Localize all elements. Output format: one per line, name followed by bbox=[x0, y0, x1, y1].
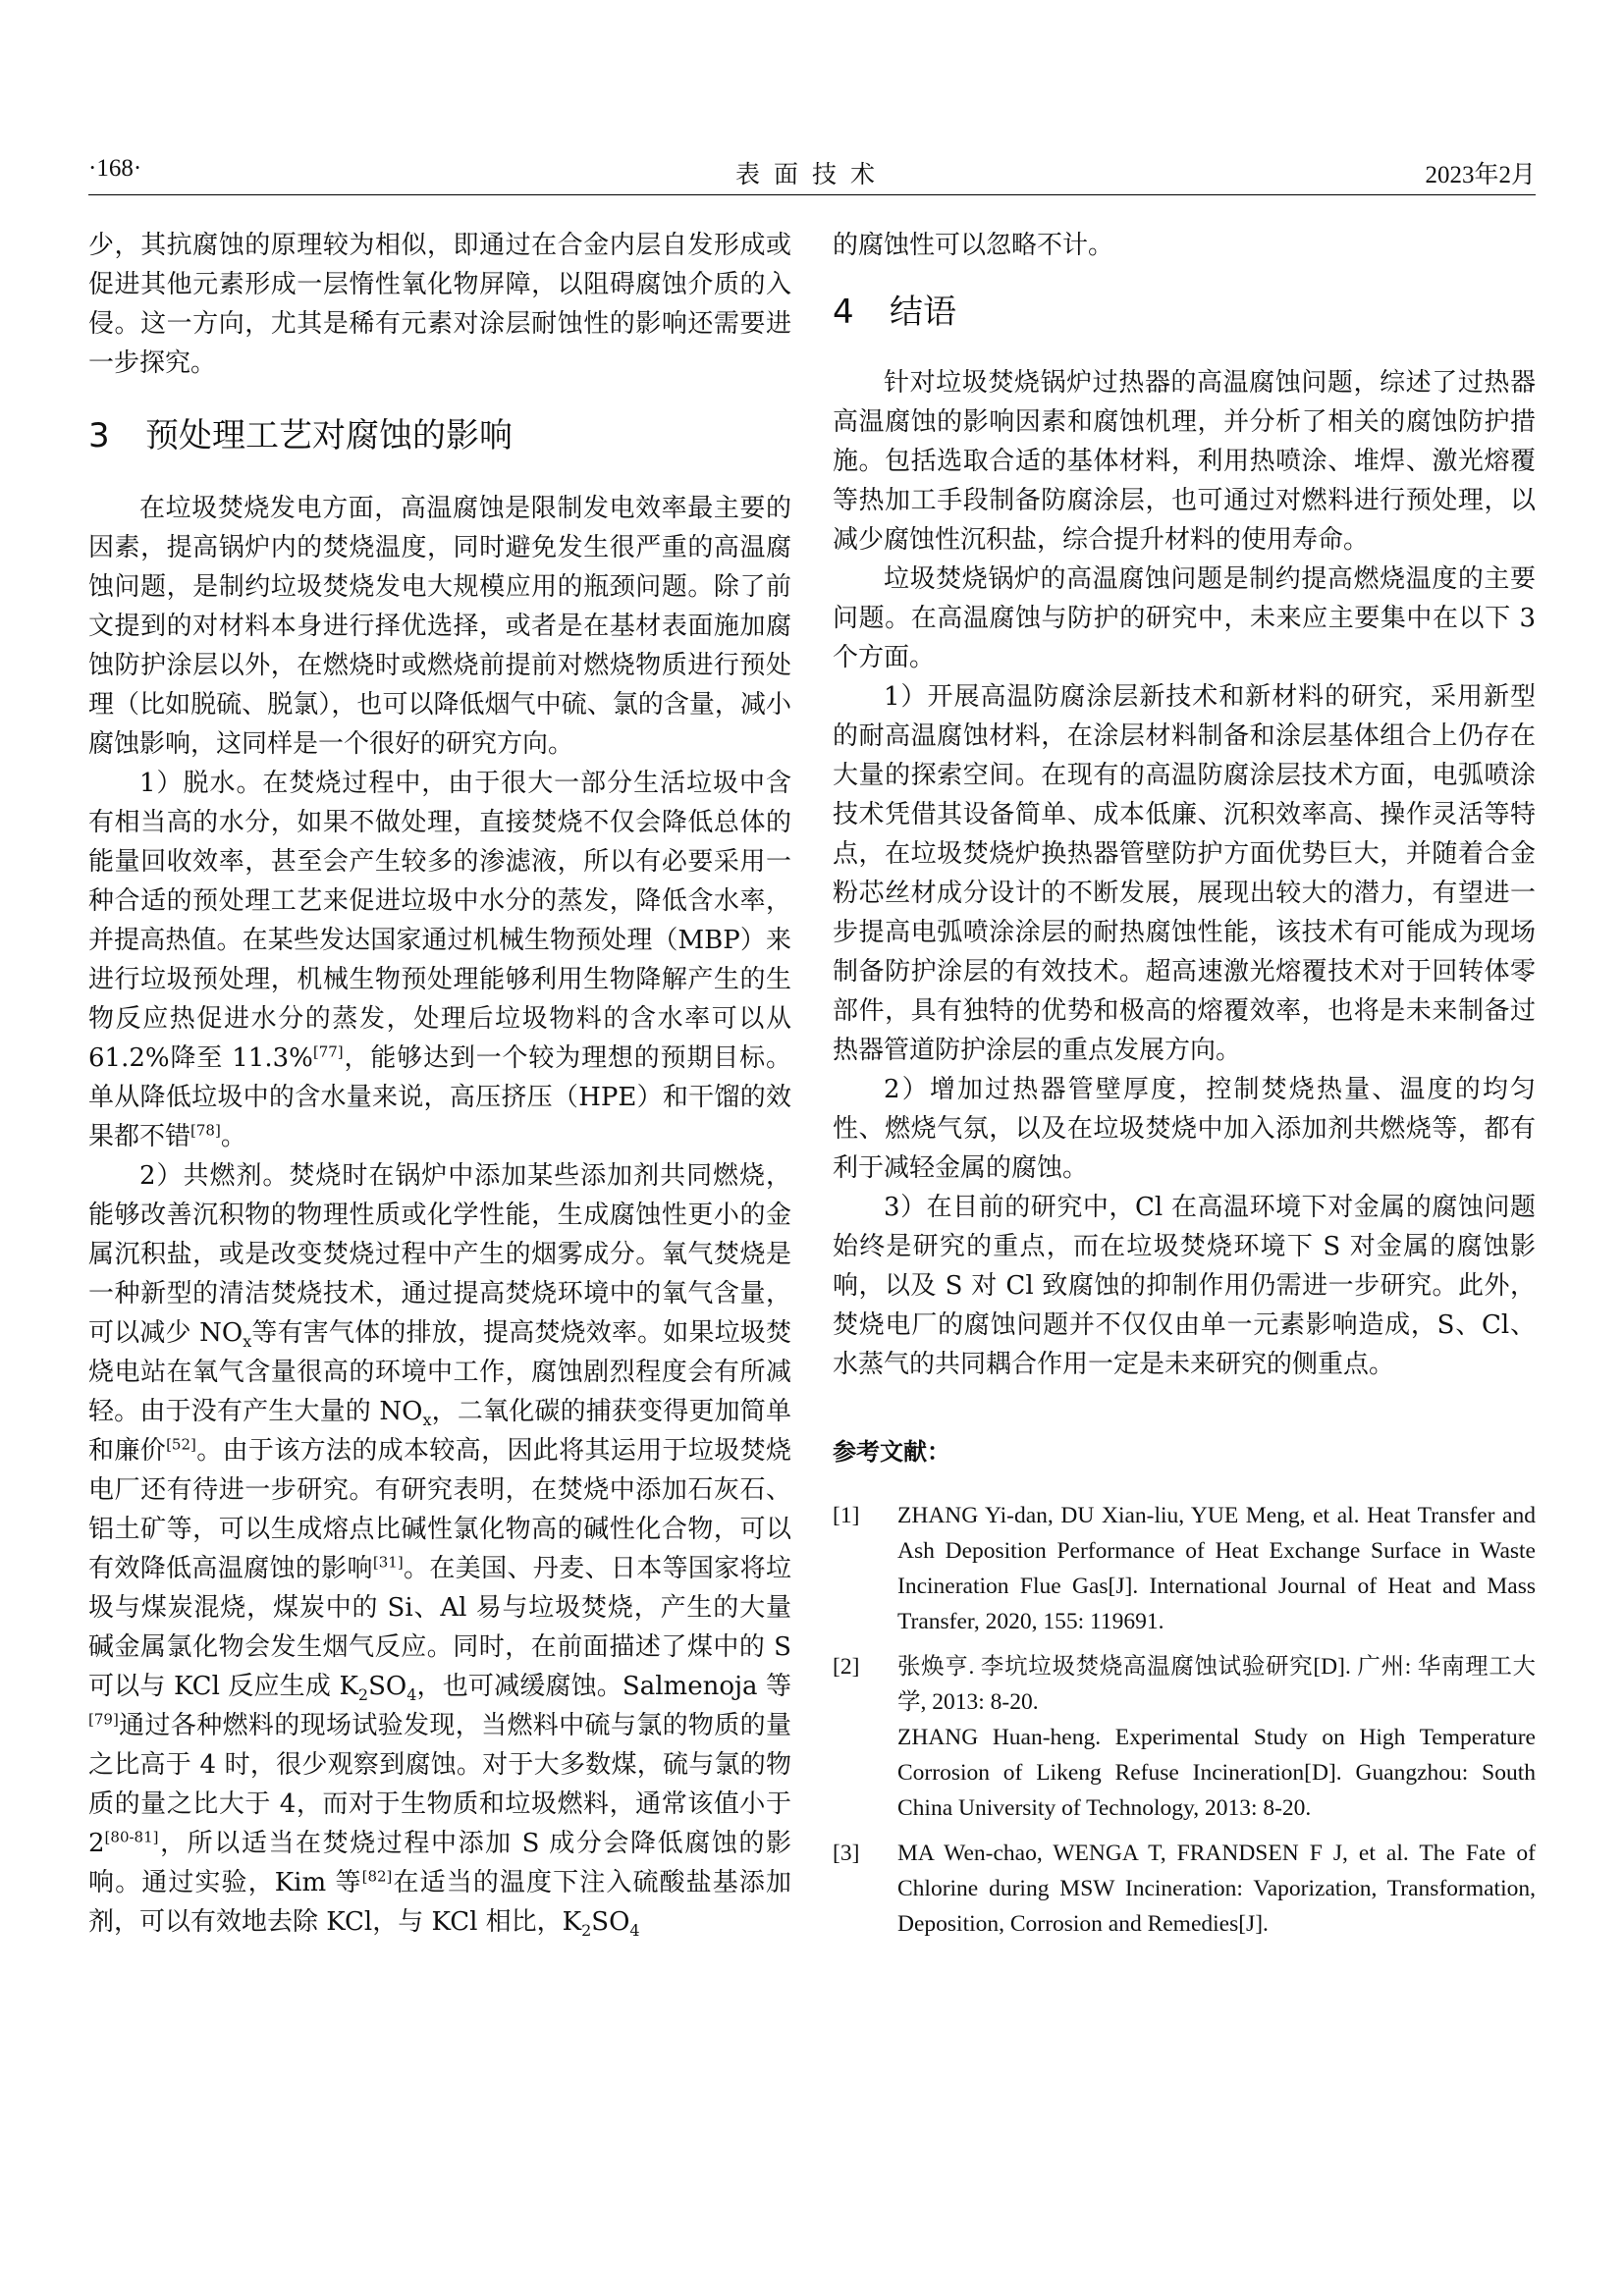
reference-number: [2] bbox=[833, 1654, 860, 1680]
citation: [79] bbox=[88, 1710, 119, 1729]
issue-date: 2023年2月 bbox=[1425, 162, 1536, 188]
citation: [52] bbox=[166, 1435, 196, 1454]
section-4-heading bbox=[833, 291, 1536, 334]
section-number: 4 bbox=[833, 293, 854, 332]
reference-text: MA Wen-chao, WENGA T, FRANDSEN F J, et al. The Fate of Chlorine during MSW Incineration: Vaporization, Transformation, Deposition, Corrosion and Remedies[J]. bbox=[897, 1841, 1536, 1937]
section-number: 3 bbox=[88, 416, 110, 455]
section-title: 结语 bbox=[890, 293, 956, 332]
reference-item bbox=[833, 1836, 1536, 1942]
citation: [80-81] bbox=[104, 1828, 159, 1846]
left-column bbox=[88, 226, 791, 1942]
paragraph-continued: 少，其抗腐蚀的原理较为相似，即通过在合金内层自发形成或促进其他元素形成一层惰性氧化物屏障，以阻碍腐蚀介质的入侵。这一方向，尤其是稀有元素对涂层耐蚀性的影响还需要进一步探究。 bbox=[88, 231, 791, 378]
paragraph-continued: 的腐蚀性可以忽略不计。 bbox=[833, 231, 1114, 260]
header-rule bbox=[88, 194, 1536, 195]
paragraph-co-combustion: 2）共燃剂。焚烧时在锅炉中添加某些添加剂共同燃烧，能够改善沉积物的物理性质或化学性能，生成腐蚀性更小的金属沉积盐，或是改变焚烧过程中产生的烟雾成分。氧气焚烧是一种新型的清洁焚烧技术，通过提高焚烧环境中的氧气含量，可以减少 $NO_x$等有害气体的排放，提高焚烧效率。如果垃圾焚烧电站在氧气含量很高的环境中工作，腐蚀剧烈程度会有所减轻。由于没有产生大量的 $NO_x$，二氧化碳的捕获变得更加简单和廉价[52]。由于该方法的成本较高，因此将其运用于垃圾焚烧电厂还有待进一步研究。有研究表明，在焚烧中添加石灰石、铝土矿等，可以生成熔点比碱性氯化物高的碱性化合物，可以有效降低高温腐蚀的影响[31]。在美国、丹麦、日本等国家将垃圾与煤炭混烧，煤炭中的 Si、Al 易与垃圾焚烧，产生的大量碱金属氯化物会发生烟气反应。同时，在前面描述了煤中的 S 可以与 KCl 反应生成 $K_2SO_4$，也可减缓腐蚀。Salmenoja 等[79]通过各种燃料的现场试验发现，当燃料中硫与氯的物质的量之比高于 4 时，很少观察到腐蚀。对于大多数煤，硫与氯的物质的量之比大于 4，而对于生物质和垃圾燃料，通常该值小于 2[80-81]，所以适当在焚烧过程中添加 S 成分会降低腐蚀的影响。通过实验，Kim 等[82]在适当的温度下注入硫酸盐基添加剂，可以有效地去除 KCl，与 KCl 相比，$K_2SO_4$ bbox=[88, 1161, 791, 1941]
paragraph-dehydration: 1）脱水。在焚烧过程中，由于很大一部分生活垃圾中含有相当高的水分，如果不做处理，直接焚烧不仅会降低总体的能量回收效率，甚至会产生较多的渗滤液，所以有必要采用一种合适的预处理工艺来促进垃圾中水分的蒸发，降低含水率，并提高热值。在某些发达国家通过机械生物预处理（MBP）来进行垃圾预处理，机械生物预处理能够利用生物降解产生的生物反应热促进水分的蒸发，处理后垃圾物料的含水率可以从 61.2%降至 11.3%[77]，能够达到一个较为理想的预期目标。单从降低垃圾中的含水量来说，高压挤压（HPE）和干馏的效果都不错[78]。 bbox=[88, 769, 791, 1151]
section-3-heading bbox=[88, 414, 791, 457]
citation: [78] bbox=[190, 1121, 221, 1140]
reference-number: [1] bbox=[833, 1503, 860, 1528]
section-title: 预处理工艺对腐蚀的影响 bbox=[145, 416, 513, 455]
paragraph: 3）在目前的研究中，Cl 在高温环境下对金属的腐蚀问题始终是研究的重点，而在垃圾焚烧环境下 S 对金属的腐蚀影响，以及 S 对 Cl 致腐蚀的抑制作用仍需进一步研究。此外，焚烧电厂的腐蚀问题并不仅仅由单一元素影响造成，S、Cl、水蒸气的共同耦合作用一定是未来研究的侧重点。 bbox=[833, 1193, 1536, 1379]
reference-item bbox=[833, 1649, 1536, 1826]
page-number: ·168· bbox=[88, 155, 142, 182]
citation: [82] bbox=[361, 1867, 393, 1886]
reference-number: [3] bbox=[833, 1841, 860, 1866]
journal-title: 表面技术 bbox=[734, 162, 889, 188]
reference-text: ZHANG Yi-dan, DU Xian-liu, YUE Meng, et al. Heat Transfer and Ash Deposition Performance of Heat Exchange Surface in Waste Incineration Flue Gas[J]. International Journal of Heat and Mass Transfer, 2020, 155: 119691. bbox=[897, 1503, 1536, 1634]
reference-item bbox=[833, 1498, 1536, 1639]
paragraph: 针对垃圾焚烧锅炉过热器的高温腐蚀问题，综述了过热器高温腐蚀的影响因素和腐蚀机理，并分析了相关的腐蚀防护措施。包括选取合适的基体材料，利用热喷涂、堆焊、激光熔覆等热加工手段制备防腐涂层，也可通过对燃料进行预处理，以减少腐蚀性沉积盐，综合提升材料的使用寿命。 bbox=[833, 368, 1536, 555]
paragraph: 1）开展高温防腐涂层新技术和新材料的研究，采用新型的耐高温腐蚀材料，在涂层材料制备和涂层基体组合上仍存在大量的探索空间。在现有的高温防腐涂层技术方面，电弧喷涂技术凭借其设备简单、成本低廉、沉积效率高、操作灵活等特点，在垃圾焚烧炉换热器管壁防护方面优势巨大，并随着合金粉芯丝材成分设计的不断发展，展现出较大的潜力，有望进一步提高电弧喷涂涂层的耐热腐蚀性能，该技术有可能成为现场制备防护涂层的有效技术。超高速激光熔覆技术对于回转体零部件，具有独特的优势和极高的熔覆效率，也将是未来制备过热器管道防护涂层的重点发展方向。 bbox=[833, 682, 1536, 1065]
references-heading: 参考文献： bbox=[833, 1438, 950, 1466]
citation: [31] bbox=[372, 1553, 404, 1572]
paragraph: 在垃圾焚烧发电方面，高温腐蚀是限制发电效率最主要的因素，提高锅炉内的焚烧温度，同时避免发生很严重的高温腐蚀问题，是制约垃圾焚烧发电大规模应用的瓶颈问题。除了前文提到的对材料本身进行择优选择，或者是在基材表面施加腐蚀防护涂层以外，在燃烧时或燃烧前提前对燃烧物质进行预处理（比如脱硫、脱氯），也可以降低烟气中硫、氯的含量，减小腐蚀影响，这同样是一个很好的研究方向。 bbox=[88, 494, 791, 759]
reference-list bbox=[833, 1498, 1536, 1942]
right-column bbox=[833, 226, 1536, 1951]
running-header bbox=[88, 155, 1536, 190]
paragraph: 垃圾焚烧锅炉的高温腐蚀问题是制约提高燃烧温度的主要问题。在高温腐蚀与防护的研究中，未来应主要集中在以下 3 个方面。 bbox=[833, 564, 1536, 672]
reference-text: 张焕亨. 李坑垃圾焚烧高温腐蚀试验研究[D]. 广州: 华南理工大学, 2013: 8-20. ZHANG Huan-heng. Experimental Study on High Temperature Corrosion of Likeng Refuse Incineration[D]. Guangzhou: South China University of Technology, 2013: 8-20. bbox=[897, 1654, 1536, 1821]
citation: [77] bbox=[312, 1042, 344, 1061]
paragraph: 2）增加过热器管壁厚度，控制焚烧热量、温度的均匀性、燃烧气氛，以及在垃圾焚烧中加入添加剂共燃烧等，都有利于减轻金属的腐蚀。 bbox=[833, 1075, 1536, 1183]
